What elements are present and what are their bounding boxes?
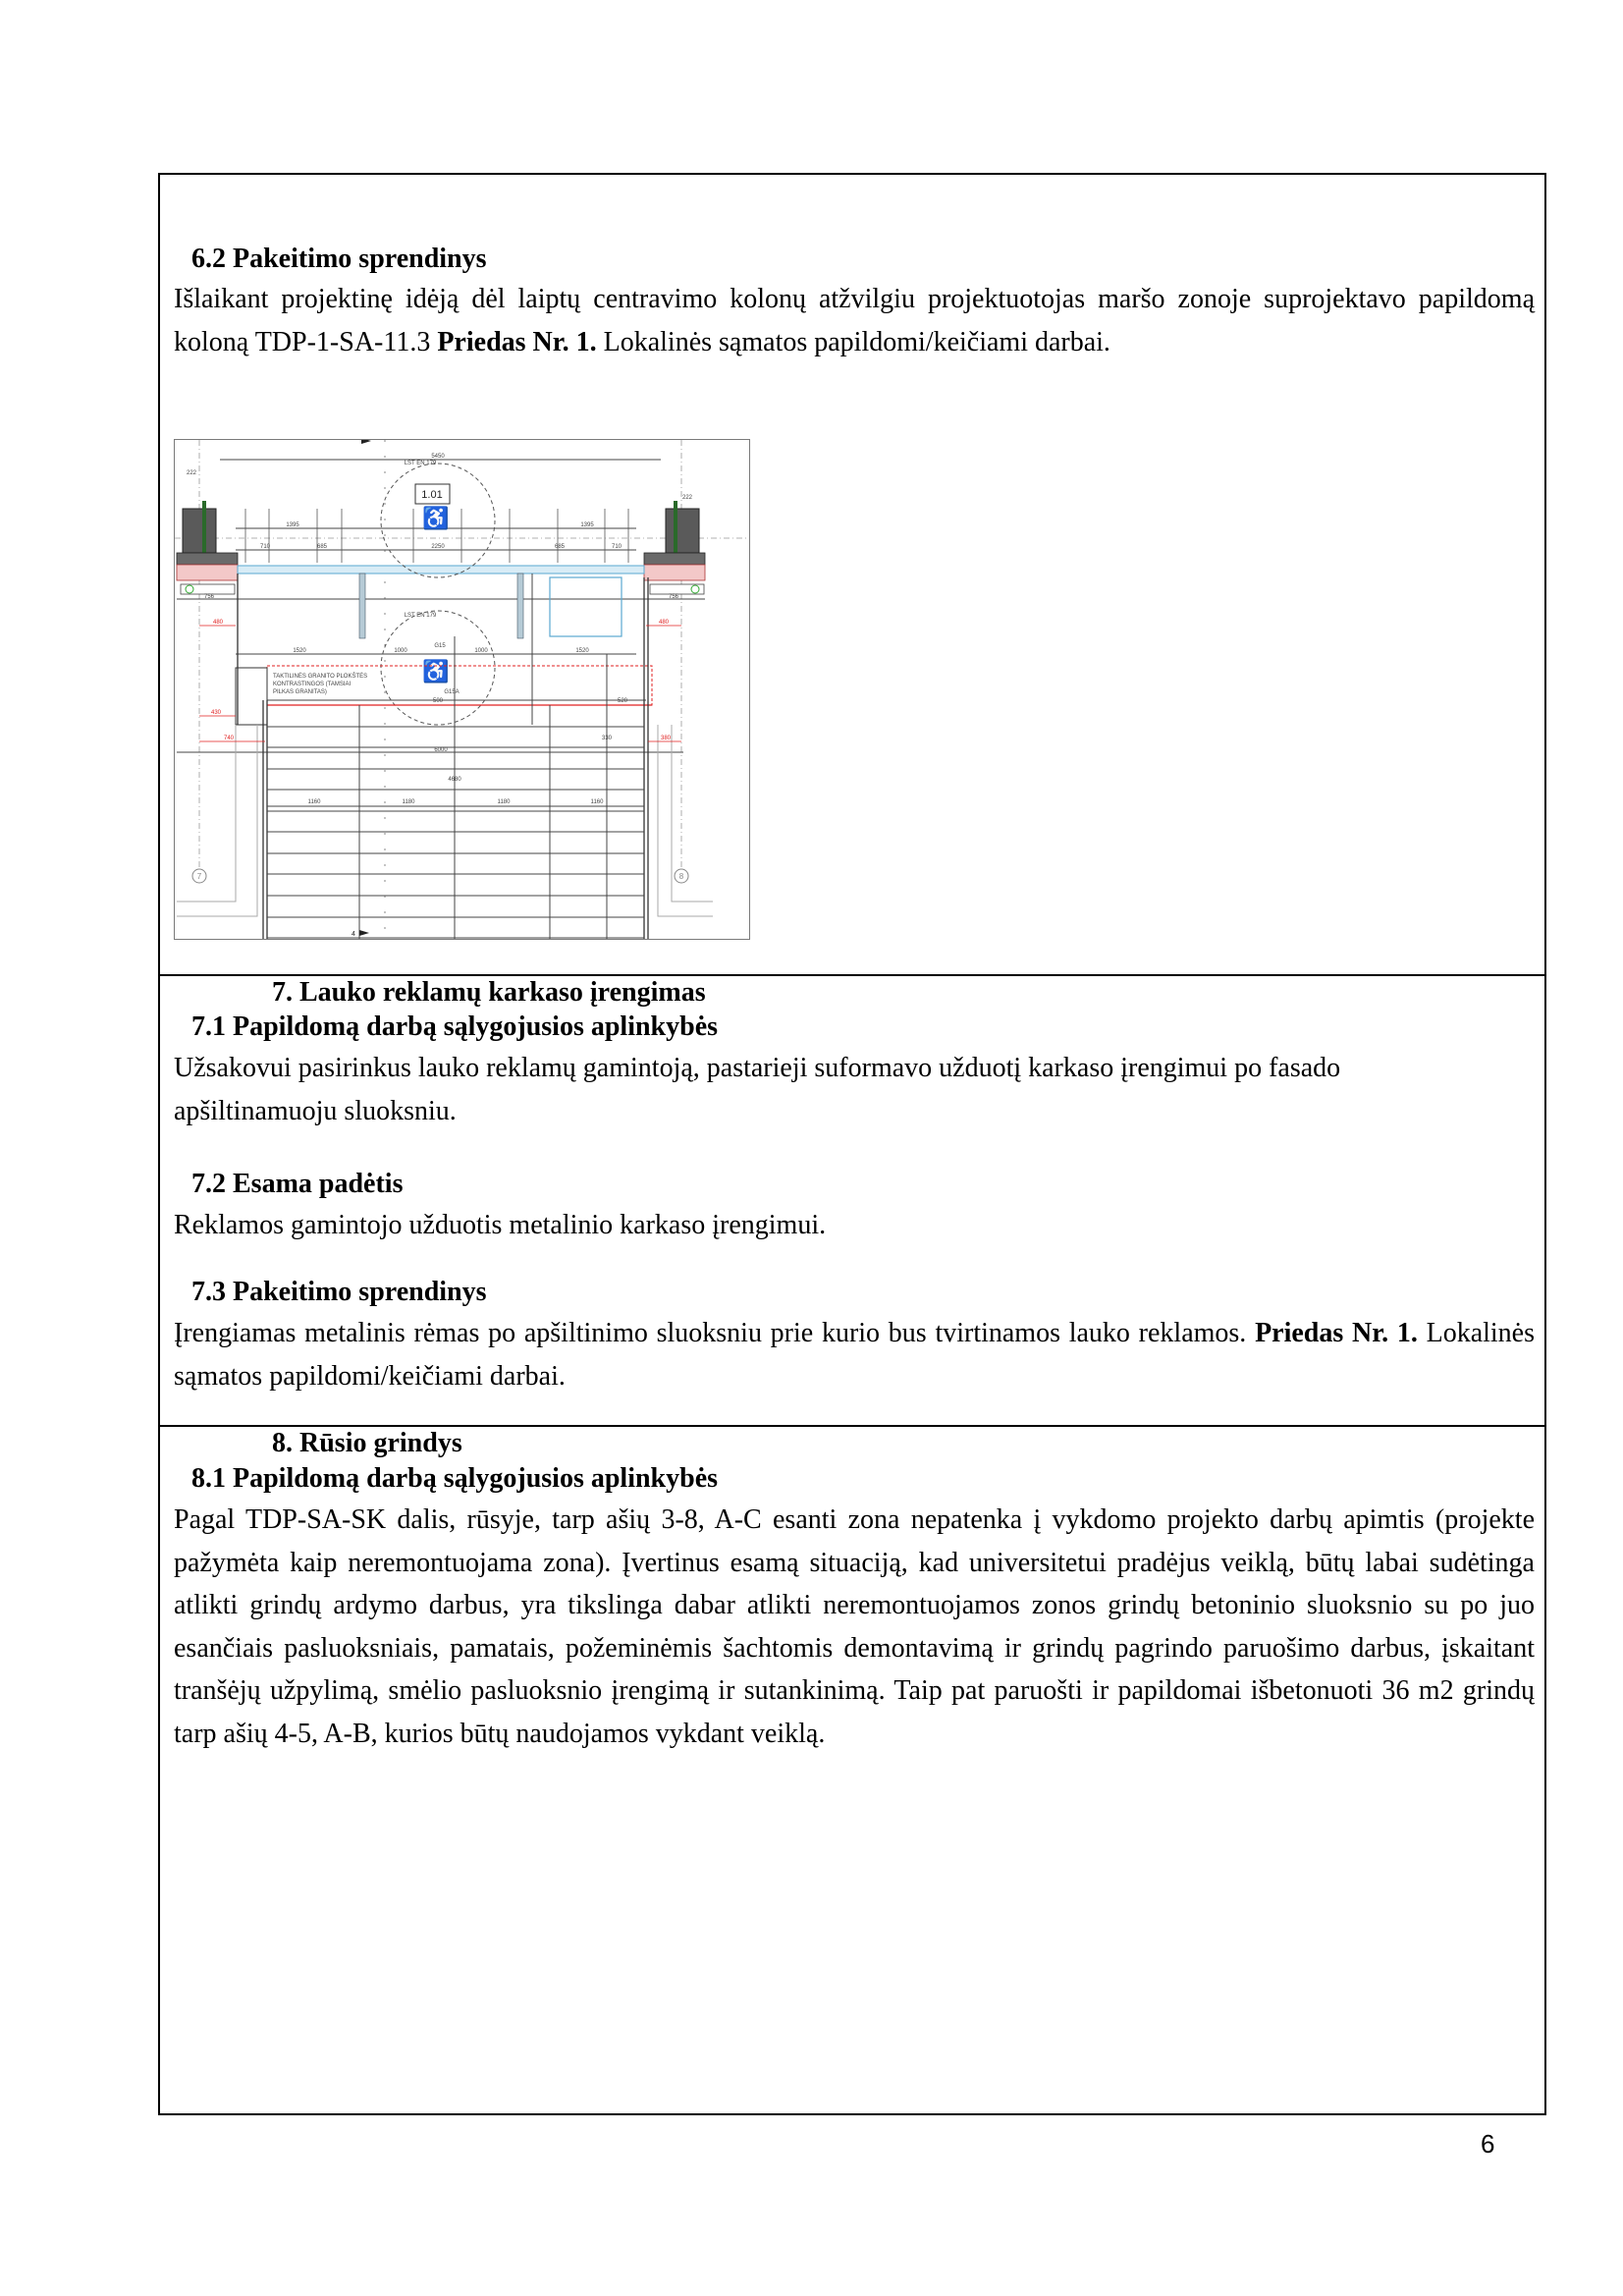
- dim-label: 330: [601, 736, 613, 741]
- annex-reference: Priedas Nr. 1.: [437, 326, 597, 357]
- paragraph-6-2: [174, 278, 1535, 363]
- wheelchair-icon: ♿: [422, 506, 450, 530]
- dim-label: 500: [432, 698, 444, 704]
- paragraph-6-2-text: Išlaikant projektinę idėją dėl laiptų centravimo kolonų atžvilgiu projektuotojas maršo zonoje suprojektavo papildomą koloną TDP-1-SA-11.3: [174, 284, 1535, 357]
- paragraph-7-3: [174, 1312, 1535, 1397]
- heading-7-2: 7.2 Esama padėtis: [191, 1169, 404, 1199]
- section-arrow-icon: [359, 930, 369, 936]
- dim-label: 710: [259, 544, 271, 550]
- dim-label-red: 740: [223, 736, 235, 741]
- dim-label: 520: [617, 698, 628, 704]
- dim-label: 222: [187, 470, 197, 476]
- dim-label: 1000: [474, 648, 488, 654]
- paragraph-7-3-text-end: Lokalinės sąmatos papildomi/keičiami darbai.: [174, 1318, 1535, 1392]
- axis-label-left: 7: [196, 872, 202, 881]
- dim-label: 1180: [402, 799, 415, 805]
- stair-plan-drawing: [174, 439, 750, 940]
- dim-label: 1160: [307, 799, 321, 805]
- heading-6-2: 6.2 Pakeitimo sprendinys: [191, 244, 487, 274]
- dim-label: 710: [611, 544, 622, 550]
- stair-plan-svg: [175, 440, 750, 940]
- heading-8-1: 8.1 Papildomą darbą sąlygojusios aplinkybės: [191, 1463, 719, 1494]
- paragraph-7-1: Užsakovui pasirinkus lauko reklamų gamintoją, pastarieji suformavo užduotį karkaso įrengimui po fasado apšiltinamuoju sluoksniu.: [174, 1053, 1341, 1126]
- tactile-note: PILKAS GRANITAS): [273, 689, 327, 695]
- tactile-note: KONTRASTINGOS (TAMSIAI: [273, 682, 352, 687]
- tactile-note: TAKTILINĖS GRANITO PLOKŠTĖS: [273, 674, 368, 680]
- paragraph-7-2: Reklamos gamintojo užduotis metalinio karkaso įrengimui.: [174, 1210, 827, 1240]
- room-tag: 1.01: [421, 489, 443, 501]
- dim-label: 756: [668, 594, 679, 600]
- section-arrow-top-icon: [361, 440, 371, 444]
- heading-7: 7. Lauko reklamų karkaso įrengimas: [272, 977, 706, 1008]
- label-g15: G15: [434, 643, 446, 649]
- dim-label-red: 430: [210, 710, 222, 716]
- std-label-mid: LST EN 179: [404, 613, 437, 619]
- dim-label: 6000: [434, 747, 448, 753]
- paragraph-6-2-text-end: Lokalinės sąmatos papildomi/keičiami darbai.: [596, 326, 1110, 357]
- wheelchair-icon-2: ♿: [422, 659, 450, 683]
- dim-label: 5450: [431, 454, 445, 460]
- paragraph-8-1: Pagal TDP-SA-SK dalis, rūsyje, tarp ašių 3-8, A-C esanti zona nepatenka į vykdomo projekto darbų apimtis (projekte pažymėta kaip neremontuojama zona). Įvertinus esamą situaciją, kad universitetui pradėjus veiklą, būtų labai sudėtinga atlikti grindų ardymo darbus, yra tikslinga dabar atlikti neremontuojamos zonos grindų betoninio sluoksnio su po juo esančiais pasluoksniais, pamatais, požeminėmis šachtomis demontavimą ir grindų pagrindo paruošimo darbus, įskaitant tranšėjų užpylimą, smėlio pasluoksnio įrengimą ir sutankinimą. Taip pat paruošti ir papildomai išbetonuoti 36 m2 grindų tarp ašių 4-5, A-B, kurios būtų naudojamos vykdant veiklą.: [174, 1504, 1535, 1749]
- section-divider-7: [158, 974, 1546, 976]
- label-g15a: G15A: [444, 689, 460, 695]
- section-divider-8: [158, 1425, 1546, 1427]
- dim-label: 2250: [431, 544, 445, 550]
- dim-label: 685: [554, 544, 566, 550]
- dim-label-red: 380: [660, 736, 672, 741]
- paragraph-7-3-text: Įrengiamas metalinis rėmas po apšiltinimo sluoksniu prie kurio bus tvirtinamos lauko reklamos.: [174, 1318, 1256, 1348]
- dim-label: 685: [316, 544, 328, 550]
- dim-label: 1395: [580, 522, 594, 528]
- page-number: 6: [1481, 2129, 1495, 2159]
- dim-label: 1000: [394, 648, 407, 654]
- dim-label: 1180: [497, 799, 511, 805]
- dim-label: 1395: [286, 522, 299, 528]
- dim-label: 222: [682, 495, 693, 501]
- dim-label-red: 480: [658, 620, 670, 626]
- annex-reference: Priedas Nr. 1.: [1255, 1318, 1418, 1348]
- dim-label: 756: [203, 594, 215, 600]
- dim-label: 4680: [448, 777, 461, 783]
- axis-label-right: 8: [678, 872, 684, 881]
- dim-label: 1520: [575, 648, 589, 654]
- dim-label: 1160: [590, 799, 604, 805]
- heading-8: 8. Rūsio grindys: [272, 1428, 462, 1458]
- heading-7-3: 7.3 Pakeitimo sprendinys: [191, 1277, 487, 1307]
- dim-label: 1520: [293, 648, 306, 654]
- std-label-top: LST EN 179: [404, 461, 437, 466]
- section-mark: 4: [352, 931, 355, 938]
- dim-label-red: 480: [212, 620, 224, 626]
- heading-7-1: 7.1 Papildomą darbą sąlygojusios aplinkybės: [191, 1011, 719, 1042]
